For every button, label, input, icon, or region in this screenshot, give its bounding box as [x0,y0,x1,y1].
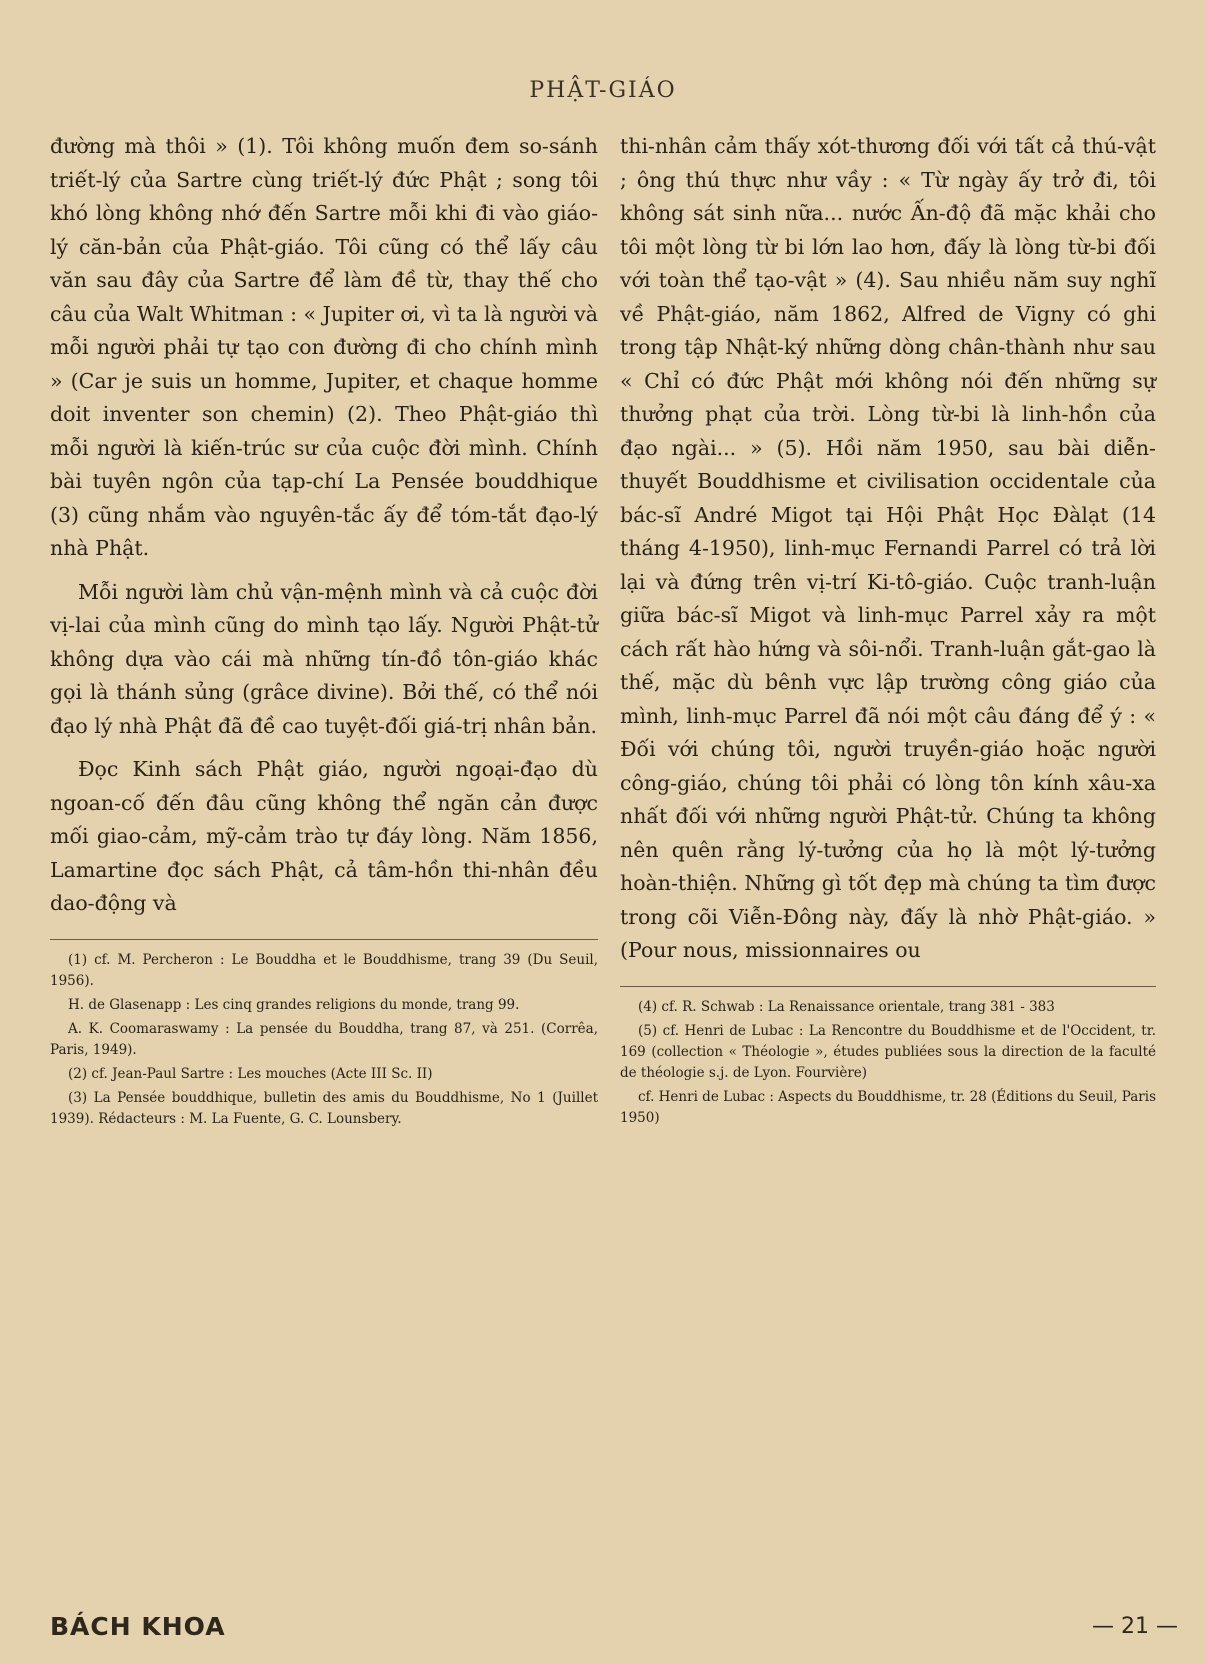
paragraph: Mỗi người làm chủ vận-mệnh mình và cả cuộc đời vị-lai của mình cũng do mình tạo lấy. Người Phật-tử không dựa vào cái mà những tín-đồ tôn-giáo khác gọi là thánh sủng (grâce divine). Bởi thế, có thể nói đạo lý nhà Phật đã đề cao tuyệt-đối giá-trị nhân bản. [50,579,598,738]
footnote: (2) cf. Jean-Paul Sartre : Les mouches (Acte III Sc. II) [68,1065,433,1082]
page-number: — 21 — [1092,1614,1178,1639]
footnote: (3) La Pensée bouddhique, bulletin des amis du Bouddhisme, No 1 (Juillet 1939). Rédacteurs : M. La Fuente, G. C. Lounsbery. [50,1089,598,1127]
paragraph: thi-nhân cảm thấy xót-thương đối với tất cả thú-vật ; ông thú thực như vầy : « Từ ngày ấy trở đi, tôi không sát sinh nữa... nước Ấn-độ đã mặc khải cho tôi một lòng từ bi lớn lao hơn, đấy là lòng từ-bi đối với toàn thể tạo-vật » (4). Sau nhiều năm suy nghĩ về Phật-giáo, năm 1862, Alfred de Vigny có ghi trong tập Nhật-ký những dòng chân-thành như sau « Chỉ có đức Phật mới không nói đến những sự thưởng phạt của trời. Lòng từ-bi là linh-hồn của đạo ngài... » (5). Hồi năm 1950, sau bài diễn-thuyết Bouddhisme et civilisation occidentale của bác-sĩ André Migot tại Hội Phật Học Đàlạt (14 tháng 4-1950), linh-mục Fernandi Parrel có trả lời lại và đứng trên vị-trí Ki-tô-giáo. Cuộc tranh-luận giữa bác-sĩ Migot và linh-mục Parrel xảy ra một cách rất hào hứng và sôi-nổi. Tranh-luận gắt-gao là thế, mặc dù bênh vực lập trường công giáo của mình, linh-mục Parrel đã nói một câu đáng để ý : « Đối với chúng tôi, người truyền-giáo hoặc người công-giáo, chúng tôi phải có lòng tôn kính xâu-xa nhất đối với những người Phật-tử. Chúng ta không nên quên rằng lý-tưởng của họ là một lý-tưởng hoàn-thiện. Những gì tốt đẹp mà chúng ta tìm được trong cõi Viễn-Đông này, đấy là nhờ Phật-giáo. » (Pour nous, missionnaires ou [620,134,1156,962]
left-footnotes [50,950,598,1130]
paragraph: đường mà thôi » (1). Tôi không muốn đem so-sánh triết-lý của Sartre cùng triết-lý đức Phật ; song tôi khó lòng không nhớ đến Sartre mỗi khi đi vào giáo-lý căn-bản của Phật-giáo. Tôi cũng có thể lấy câu văn sau đây của Sartre để làm đề từ, thay thế cho câu của Walt Whitman : « Jupiter ơi, vì ta là người và mỗi người phải tự tạo con đường đi cho chính mình » (Car je suis un homme, Jupiter, et chaque homme doit inventer son chemin) (2). Theo Phật-giáo thì mỗi người là kiến-trúc sư của cuộc đời mình. Chính bài tuyên ngôn của tạp-chí La Pensée bouddhique (3) cũng nhắm vào nguyên-tắc ấy để tóm-tắt đạo-lý nhà Phật. [50,134,598,560]
footnote: (1) cf. M. Percheron : Le Bouddha et le Bouddhisme, trang 39 (Du Seuil, 1956). [50,951,598,989]
right-footnotes [620,997,1156,1129]
paragraph: Đọc Kinh sách Phật giáo, người ngoại-đạo dù ngoan-cố đến đâu cũng không thể ngăn cản được mối giao-cảm, mỹ-cảm trào tự đáy lòng. Năm 1856, Lamartine đọc sách Phật, cả tâm-hồn thi-nhân đều dao-động và [50,757,598,915]
footnote: cf. Henri de Lubac : Aspects du Bouddhisme, tr. 28 (Éditions du Seuil, Paris 1950) [620,1088,1156,1126]
footnote-divider [620,986,1156,987]
footnote: H. de Glasenapp : Les cinq grandes religions du monde, trang 99. [68,996,520,1013]
magazine-name: BÁCH KHOA [50,1612,226,1641]
left-column [50,130,598,1133]
left-body-text [50,130,598,921]
running-header: PHẬT-GIÁO [529,78,677,103]
right-body-text [620,130,1156,968]
footnote-divider [50,939,598,940]
footnote: (5) cf. Henri de Lubac : La Rencontre du Bouddhisme et de l'Occident, tr. 169 (collection « Théologie », études publiées sous la direction de la faculté de théologie s.j. de Lyon. Fourvière) [620,1022,1156,1081]
footnote: (4) cf. R. Schwab : La Renaissance orientale, trang 381 - 383 [638,998,1055,1015]
footnote: A. K. Coomaraswamy : La pensée du Bouddha, trang 87, và 251. (Corrêa, Paris, 1949). [50,1020,598,1058]
right-column [620,130,1156,1132]
